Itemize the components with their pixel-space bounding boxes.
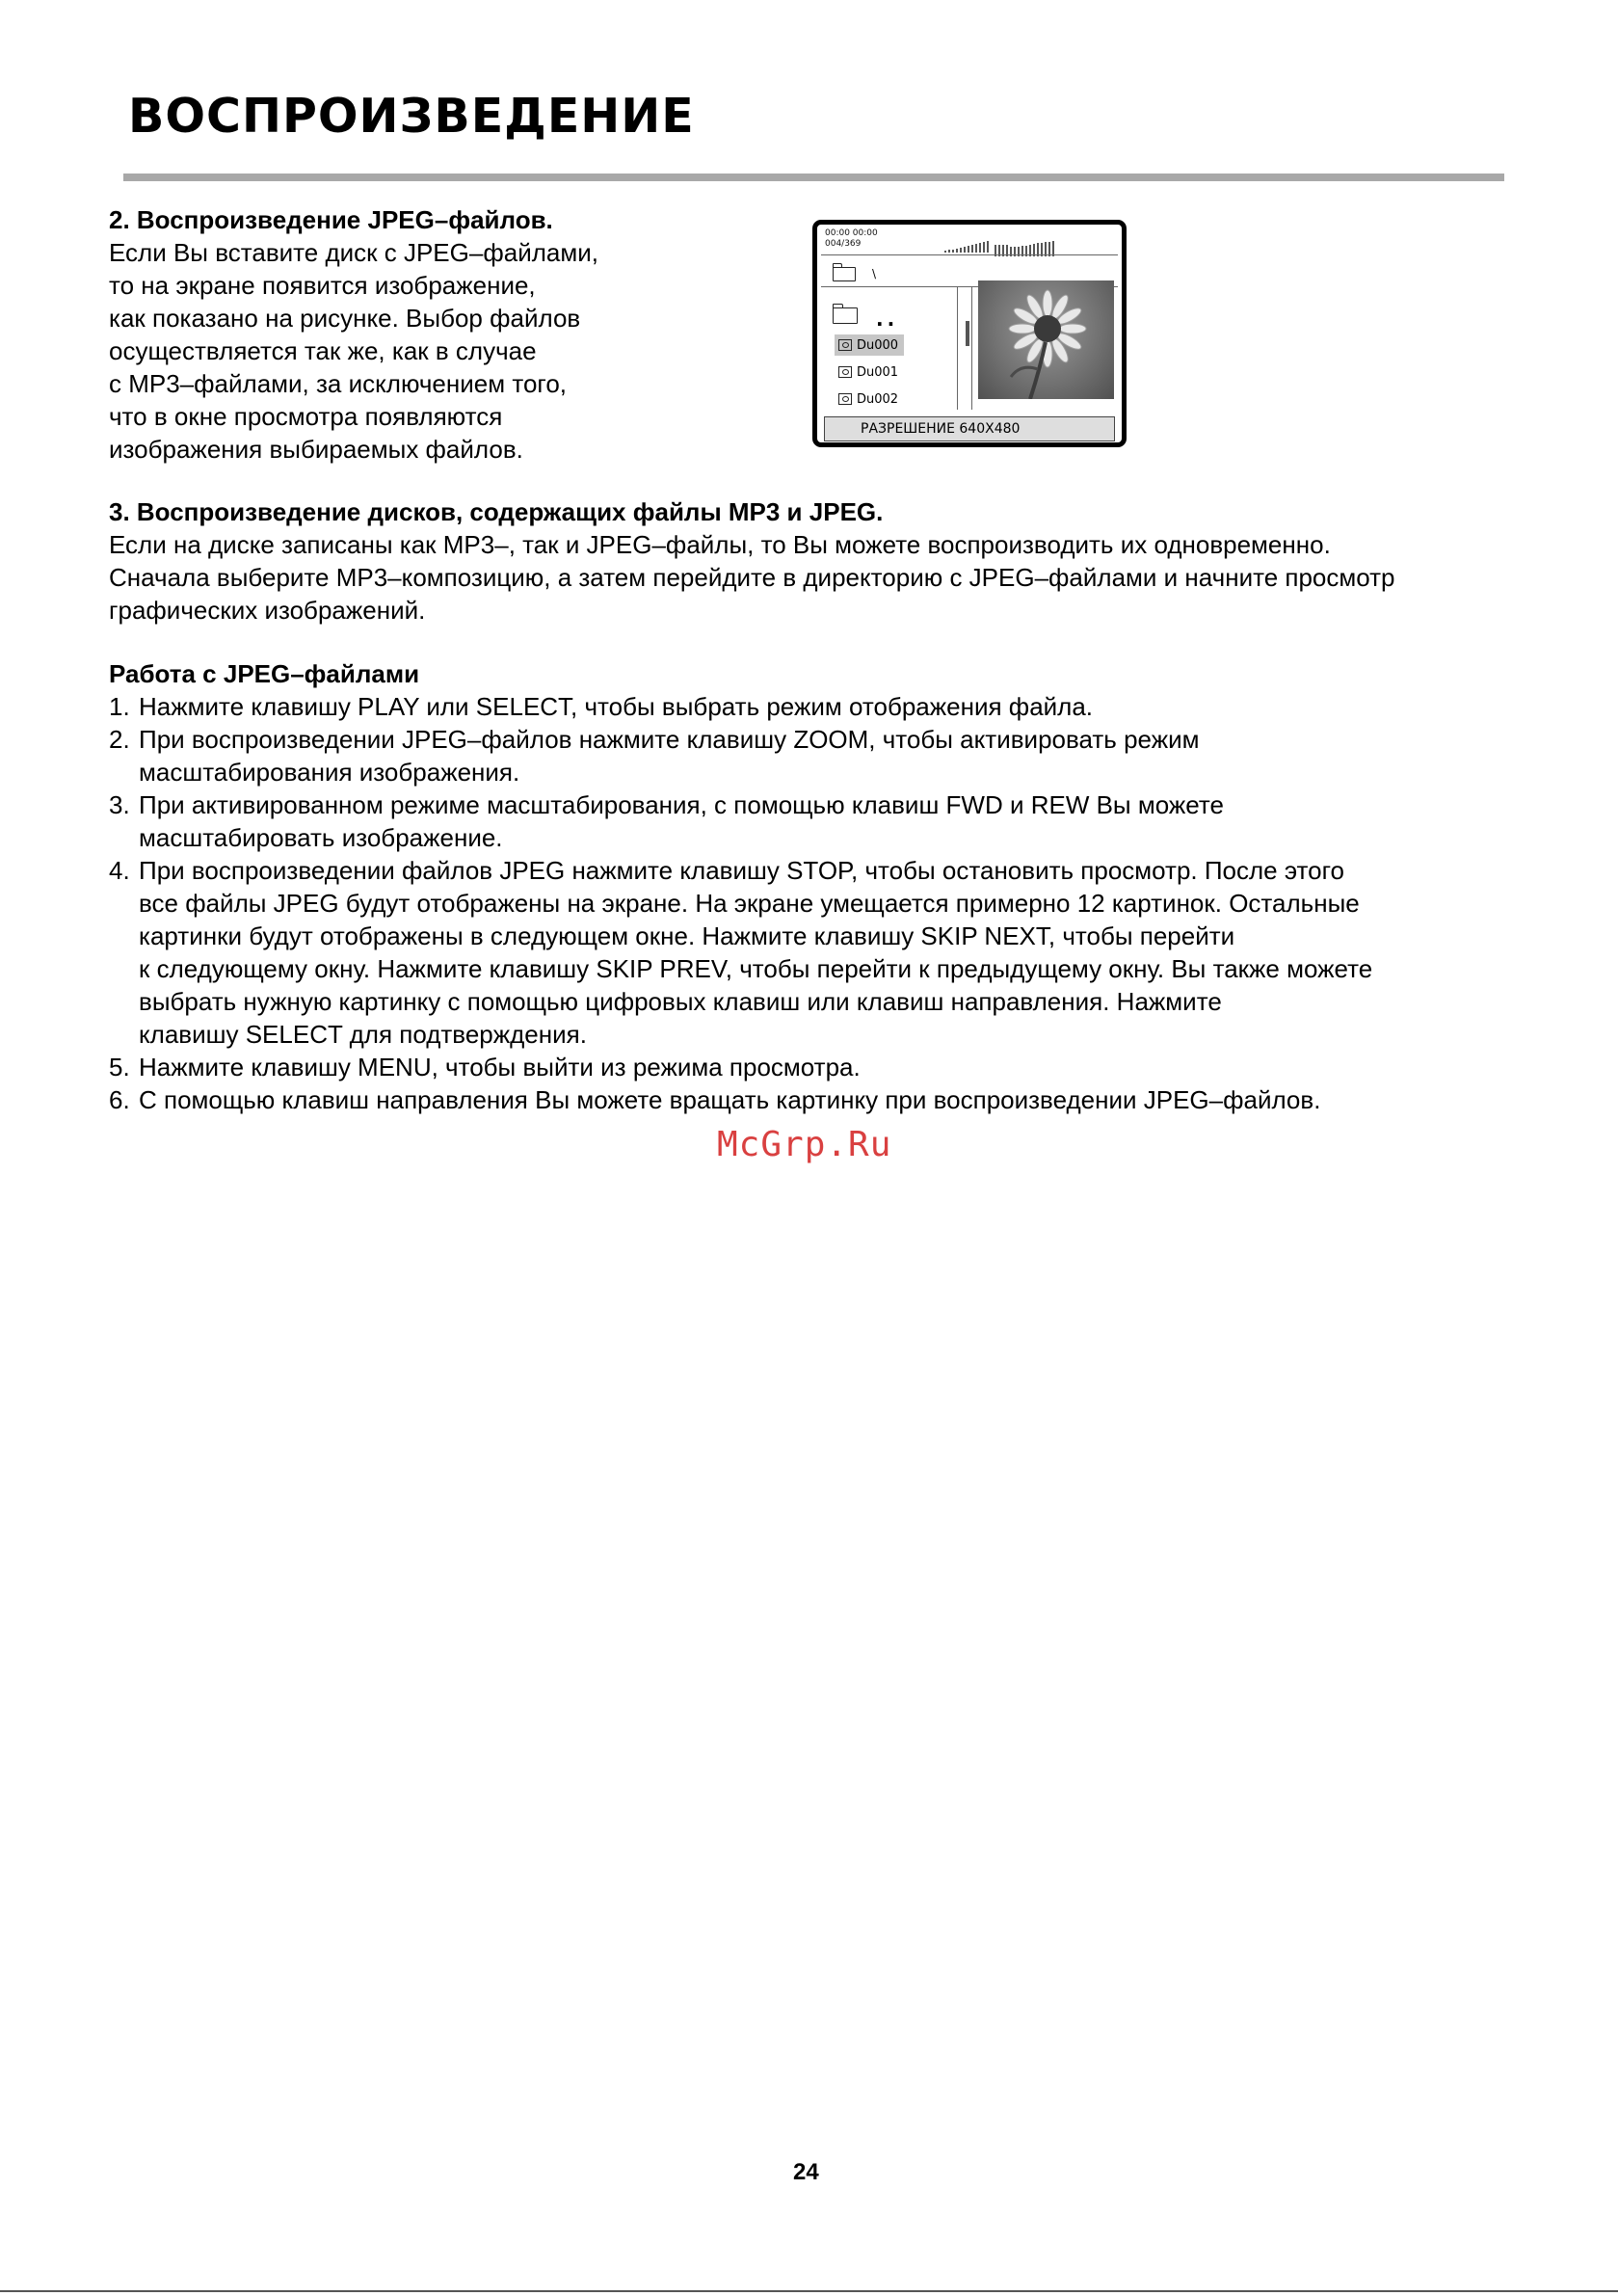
step-line: Нажмите клавишу PLAY или SELECT, чтобы выбрать режим отображения файла. xyxy=(139,692,1094,721)
list-divider xyxy=(957,286,958,410)
level-bar xyxy=(983,242,985,253)
level-bar xyxy=(960,248,962,253)
step-line: все файлы JPEG будут отображены на экране. На экране умещается примерно 12 картинок. Остальные xyxy=(139,889,1360,918)
paragraph-line: с MP3–файлами, за исключением того, xyxy=(109,369,568,398)
paragraph-line: изображения выбираемых файлов. xyxy=(109,435,523,464)
step-number: 4. xyxy=(109,856,130,885)
level-bar xyxy=(968,246,969,253)
current-path: \ xyxy=(872,267,877,280)
level-bar xyxy=(979,243,981,253)
level-bar xyxy=(975,244,977,253)
paragraph-line: что в окне просмотра появляются xyxy=(109,402,503,431)
parent-directory-label: .. xyxy=(876,307,899,331)
level-bar xyxy=(964,247,966,253)
level-bar xyxy=(971,245,973,253)
sunflower-photo xyxy=(978,280,1114,399)
level-bar xyxy=(956,249,958,253)
list-item xyxy=(109,788,1535,854)
list-item xyxy=(109,723,1535,788)
step-line: С помощью клавиш направления Вы можете вращать картинку при воспроизведении JPEG–файлов. xyxy=(139,1085,1321,1114)
step-line: масштабировать изображение. xyxy=(139,823,503,852)
step-number: 6. xyxy=(109,1085,130,1114)
paragraph-line: как показано на рисунке. Выбор файлов xyxy=(109,304,581,333)
divider-line xyxy=(821,254,1118,255)
scrollbar-thumb[interactable] xyxy=(966,321,969,346)
file-name: Du002 xyxy=(857,391,899,407)
photo-file-icon xyxy=(838,339,852,351)
watermark: McGrp.Ru xyxy=(717,1125,892,1164)
list-item xyxy=(109,690,1535,723)
file-row-du002[interactable] xyxy=(835,388,904,410)
jpeg-browser-screen-illustration xyxy=(812,220,1127,447)
step-line: При активированном режиме масштабирования, с помощью клавиш FWD и REW Вы можете xyxy=(139,790,1224,819)
paragraph-line: осуществляется так же, как в случае xyxy=(109,336,537,365)
section-jpeg-operations xyxy=(109,657,1535,1116)
step-number: 3. xyxy=(109,790,130,819)
list-item xyxy=(109,854,1535,1051)
photo-file-icon xyxy=(838,366,852,378)
page-title: ВОСПРОИЗВЕДЕНИЕ xyxy=(128,89,695,144)
list-item xyxy=(109,1083,1535,1116)
file-name: Du001 xyxy=(857,364,899,380)
track-counter: 004/369 xyxy=(825,239,862,249)
folder-icon xyxy=(833,267,856,281)
level-bar xyxy=(952,250,954,253)
section-heading: 2. Воспроизведение JPEG–файлов. xyxy=(109,205,553,234)
step-number: 5. xyxy=(109,1053,130,1081)
step-line: масштабирования изображения. xyxy=(139,758,520,787)
level-bar xyxy=(987,241,989,253)
image-preview xyxy=(978,280,1114,399)
level-meter-left xyxy=(944,241,989,253)
paragraph-line: то на экране появится изображение, xyxy=(109,271,536,300)
step-line: При воспроизведении файлов JPEG нажмите клавишу STOP, чтобы остановить просмотр. После этого xyxy=(139,856,1345,885)
parent-folder-icon xyxy=(833,307,858,324)
list-divider xyxy=(971,286,972,410)
bottom-divider xyxy=(0,2290,1618,2292)
step-line: выбрать нужную картинку с помощью цифровых клавиш или клавиш направления. Нажмите xyxy=(139,987,1222,1016)
title-divider xyxy=(123,174,1504,181)
section-heading: 3. Воспроизведение дисков, содержащих файлы MP3 и JPEG. xyxy=(109,497,884,526)
step-line: к следующему окну. Нажмите клавишу SKIP PREV, чтобы перейти к предыдущему окну. Вы также можете xyxy=(139,954,1373,983)
step-number: 2. xyxy=(109,725,130,754)
paragraph-line: графических изображений. xyxy=(109,596,426,625)
file-row-du000[interactable] xyxy=(835,334,904,356)
section-jpeg-playback xyxy=(109,203,668,466)
step-line: Нажмите клавишу MENU, чтобы выйти из режима просмотра. xyxy=(139,1053,861,1081)
level-bar xyxy=(948,250,950,253)
level-bar xyxy=(944,251,946,253)
time-readout: 00:00 00:00 xyxy=(825,228,878,238)
paragraph-line: Если на диске записаны как MP3–, так и JPEG–файлы, то Вы можете воспроизводить их одновременно. xyxy=(109,530,1331,559)
step-number: 1. xyxy=(109,692,130,721)
list-item xyxy=(109,1051,1535,1083)
section-mp3-jpeg-discs xyxy=(109,495,1535,627)
step-line: картинки будут отображены в следующем окне. Нажмите клавишу SKIP NEXT, чтобы перейти xyxy=(139,921,1235,950)
status-readout xyxy=(825,228,878,250)
steps-list xyxy=(109,690,1535,1116)
step-line: При воспроизведении JPEG–файлов нажмите клавишу ZOOM, чтобы активировать режим xyxy=(139,725,1200,754)
file-row-du001[interactable] xyxy=(835,361,904,383)
page-number: 24 xyxy=(793,2159,819,2185)
paragraph-line: Если Вы вставите диск с JPEG–файлами, xyxy=(109,238,598,267)
section-heading: Работа с JPEG–файлами xyxy=(109,659,420,688)
file-name: Du000 xyxy=(857,337,899,353)
step-line: клавишу SELECT для подтверждения. xyxy=(139,1020,587,1049)
paragraph-line: Сначала выберите MP3–композицию, а затем перейдите в директорию с JPEG–файлами и начните просмотр xyxy=(109,563,1395,592)
photo-file-icon xyxy=(838,393,852,405)
resolution-status-bar: РАЗРЕШЕНИЕ 640X480 xyxy=(824,416,1115,441)
